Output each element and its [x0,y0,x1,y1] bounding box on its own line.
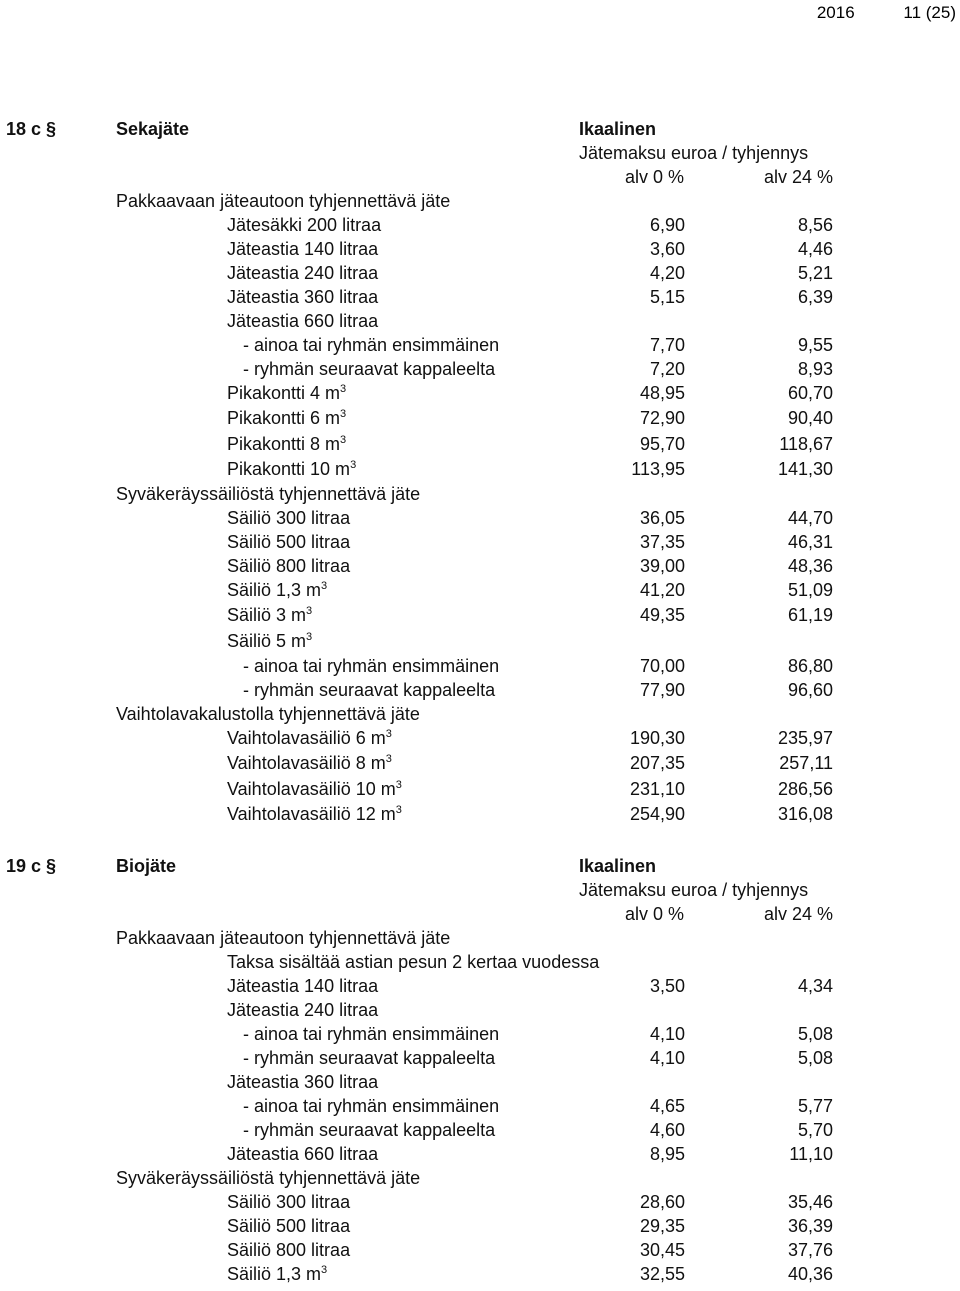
price-vat0: 207,35 [629,753,685,774]
row-label [116,1166,420,1190]
row-label-text: Vaihtolavasäiliö 8 m [227,753,386,774]
row-label [227,726,392,750]
table-row [0,751,960,776]
row-label-text: - ryhmän seuraavat kappaleelta [243,1048,496,1068]
table-row [0,1094,960,1118]
row-label-text: - ainoa tai ryhmän ensimmäinen [243,335,500,355]
price-vat24: 286,56 [777,778,833,799]
row-label-text: Vaihtolavasäiliö 10 m [227,778,396,799]
price-vat0: 113,95 [631,458,685,479]
row-label [227,1262,327,1286]
row-label [116,482,420,506]
page-header [817,3,956,23]
table-row [0,1190,960,1214]
table-row [0,357,960,381]
row-label-text: - ryhmän seuraavat kappaleelta [243,680,496,701]
row-label [227,381,346,405]
header-page-number: 11 (25) [903,3,956,22]
row-label [227,1238,350,1262]
section-place: Ikaalinen [579,119,657,139]
price-vat24: 8,56 [797,215,833,235]
section-unit: Jätemaksu euroa / tyhjennys [579,880,809,900]
row-label [227,261,378,285]
row-label-text: - ryhmän seuraavat kappaleelta [243,1120,496,1140]
group-heading-row [0,1166,960,1190]
price-vat0: 4,65 [649,1096,685,1116]
row-label [227,603,312,627]
table-row [0,1070,960,1094]
row-label-text: Pakkaavaan jäteautoon tyhjennettävä jäte [116,928,451,948]
column-header-vat0: alv 0 % [625,167,685,187]
row-label-text: Taksa sisältää astian pesun 2 kertaa vuodessa [227,952,600,972]
price-vat0: 49,35 [639,605,685,626]
row-label-text: Jäteastia 360 litraa [227,287,379,307]
row-label-text: Jäteastia 660 litraa [227,311,379,331]
section-number: 18 c § [6,119,57,139]
price-vat0: 41,20 [639,580,685,601]
row-label-text: Pikakontti 4 m [227,383,341,403]
price-vat0: 3,50 [649,976,685,996]
price-vat24: 96,60 [787,680,833,701]
row-label [227,406,346,430]
price-vat24: 61,19 [787,605,833,626]
price-vat24: 40,36 [787,1264,833,1284]
row-label [243,1118,495,1142]
row-label [227,578,327,602]
price-vat0: 8,95 [649,1144,685,1164]
price-vat0: 37,35 [639,532,685,553]
price-vat24: 5,08 [797,1024,833,1044]
superscript: 3 [340,383,347,395]
row-label [227,1142,378,1166]
row-label-text: - ainoa tai ryhmän ensimmäinen [243,1096,500,1116]
row-label [227,802,402,826]
price-vat24: 9,55 [797,335,833,355]
row-label-text: Pikakontti 8 m [227,433,341,454]
section-title: Sekajäte [116,119,190,139]
row-label-text: Jäteastia 360 litraa [227,1072,379,1092]
table-row [0,1046,960,1070]
table-row [0,285,960,309]
table-row [0,457,960,482]
row-label [243,333,499,357]
row-label-text: Vaihtolavakalustolla tyhjennettävä jäte [116,704,420,725]
row-label [227,974,378,998]
section-place: Ikaalinen [579,856,657,876]
price-vat0: 32,55 [639,1264,685,1284]
table-row [0,530,960,554]
price-vat0: 29,35 [639,1216,685,1236]
price-vat0: 4,10 [649,1048,685,1068]
row-label [243,678,495,702]
price-vat24: 51,09 [787,580,833,601]
price-vat24: 316,08 [777,803,833,824]
row-label-text: Säiliö 1,3 m [227,1264,322,1284]
row-label [227,213,381,237]
table-row [0,1238,960,1262]
price-vat24: 86,80 [787,656,833,677]
row-label-text: Jäteastia 240 litraa [227,263,379,283]
row-label-text: - ainoa tai ryhmän ensimmäinen [243,1024,500,1044]
row-label [227,777,402,801]
table-row [0,261,960,285]
row-label-text: Säiliö 300 litraa [227,508,351,529]
row-label [116,702,420,726]
table-row [0,1118,960,1142]
superscript: 3 [321,580,328,593]
row-label [227,506,350,530]
row-label [227,629,312,653]
table-row [0,309,960,333]
row-label-text: Jäteastia 240 litraa [227,1000,379,1020]
price-vat0: 3,60 [649,239,685,259]
price-vat0: 77,90 [639,680,685,701]
row-label [243,357,495,381]
table-row [0,974,960,998]
price-vat24: 5,77 [797,1096,833,1116]
section-unit: Jätemaksu euroa / tyhjennys [579,143,809,163]
group-heading-row [0,482,960,506]
row-label-text: Säiliö 3 m [227,605,307,626]
row-label [227,1190,350,1214]
superscript: 3 [306,630,313,643]
price-vat24: 90,40 [787,408,833,429]
table-row [0,726,960,751]
row-label [227,554,350,578]
row-label-text: Säiliö 300 litraa [227,1192,351,1212]
row-label-text: Säiliö 800 litraa [227,1240,351,1260]
row-label-text: Säiliö 800 litraa [227,556,351,577]
row-label-text: Pakkaavaan jäteautoon tyhjennettävä jäte [116,191,451,211]
group-heading-row [0,926,960,950]
price-vat0: 28,60 [639,1192,685,1212]
price-vat0: 190,30 [629,728,685,749]
row-label [243,1046,495,1070]
column-header-vat24: alv 24 % [764,904,834,924]
price-vat24: 36,39 [787,1216,833,1236]
table-row [0,213,960,237]
table-row [0,603,960,628]
table-row [0,629,960,654]
row-label-text: Säiliö 1,3 m [227,580,322,601]
row-label-text: Pikakontti 10 m [227,458,351,479]
price-vat0: 254,90 [629,803,685,824]
price-vat0: 72,90 [639,408,685,429]
price-vat24: 8,93 [797,359,833,379]
row-label-text: Vaihtolavasäiliö 6 m [227,728,386,749]
row-label [227,457,356,481]
table-row [0,950,960,974]
superscript: 3 [340,433,347,446]
price-vat0: 30,45 [639,1240,685,1260]
row-label [227,1214,350,1238]
price-vat24: 48,36 [787,556,833,577]
row-label [227,950,599,974]
superscript: 3 [395,778,402,791]
row-label-text: Jäteastia 140 litraa [227,976,379,996]
price-vat0: 48,95 [639,383,685,403]
price-vat24: 46,31 [787,532,833,553]
superscript: 3 [385,728,392,741]
row-label [243,654,499,678]
section-number: 19 c § [6,856,57,876]
row-label-text: Jäteastia 140 litraa [227,239,379,259]
header-year: 2016 [816,3,855,22]
table-row [0,506,960,530]
superscript: 3 [350,458,357,471]
row-label-text: Jäteastia 660 litraa [227,1144,379,1164]
price-vat24: 4,34 [797,976,833,996]
price-vat0: 70,00 [639,656,685,677]
price-vat0: 6,90 [649,215,685,235]
price-vat24: 5,21 [797,263,833,283]
row-label [227,998,378,1022]
table-row [0,1022,960,1046]
price-vat24: 60,70 [787,383,833,403]
price-vat24: 257,11 [779,753,833,774]
row-label [227,432,346,456]
row-label [227,1070,378,1094]
superscript: 3 [340,408,347,421]
superscript: 3 [306,605,313,618]
row-label-text: Jätesäkki 200 litraa [227,215,382,235]
row-label-text: - ainoa tai ryhmän ensimmäinen [243,656,500,677]
price-vat0: 231,10 [629,778,685,799]
row-label-text: Säiliö 5 m [227,630,307,651]
table-row [0,554,960,578]
row-label [116,926,450,950]
row-label-text: Syväkeräyssäiliöstä tyhjennettävä jäte [116,1168,421,1188]
price-vat24: 44,70 [787,508,833,529]
table-row [0,406,960,431]
price-vat0: 7,20 [649,359,685,379]
table-row [0,1142,960,1166]
row-label-text: Säiliö 500 litraa [227,532,351,553]
price-vat24: 118,67 [779,433,833,454]
table-row [0,1214,960,1238]
group-heading-row [0,189,960,213]
price-table [0,189,960,827]
column-header-vat24: alv 24 % [764,167,834,187]
price-vat24: 35,46 [787,1192,833,1212]
price-vat0: 4,60 [649,1120,685,1140]
row-label [227,309,378,333]
table-row [0,1262,960,1287]
table-row [0,432,960,457]
row-label [243,1094,499,1118]
price-vat24: 11,10 [789,1144,833,1164]
row-label-text: - ryhmän seuraavat kappaleelta [243,359,496,379]
table-row [0,333,960,357]
group-heading-row [0,702,960,726]
table-row [0,578,960,603]
price-vat24: 5,08 [797,1048,833,1068]
row-label-text: Syväkeräyssäiliöstä tyhjennettävä jäte [116,484,421,505]
price-vat0: 7,70 [649,335,685,355]
table-row [0,237,960,261]
price-vat0: 95,70 [639,433,685,454]
table-row [0,654,960,678]
table-row [0,678,960,702]
row-label-text: Vaihtolavasäiliö 12 m [227,803,396,824]
superscript: 3 [321,1264,328,1276]
price-vat24: 6,39 [797,287,833,307]
row-label [227,751,392,775]
row-label [227,530,350,554]
superscript: 3 [385,753,392,766]
price-vat24: 4,46 [797,239,833,259]
superscript: 3 [395,803,402,816]
row-label [227,237,378,261]
price-vat0: 4,20 [649,263,685,283]
table-row [0,802,960,827]
price-vat0: 39,00 [639,556,685,577]
row-label [116,189,450,213]
price-vat24: 141,30 [777,458,833,479]
row-label-text: Pikakontti 6 m [227,408,341,429]
price-table [0,926,960,1287]
row-label-text: Säiliö 500 litraa [227,1216,351,1236]
price-vat24: 235,97 [777,728,833,749]
table-row [0,381,960,406]
row-label [243,1022,499,1046]
row-label [227,285,378,309]
price-vat24: 37,76 [787,1240,833,1260]
price-vat0: 5,15 [649,287,685,307]
column-header-vat0: alv 0 % [625,904,685,924]
price-vat24: 5,70 [797,1120,833,1140]
section-title: Biojäte [116,856,177,876]
price-vat0: 36,05 [639,508,685,529]
price-vat0: 4,10 [649,1024,685,1044]
table-row [0,777,960,802]
table-row [0,998,960,1022]
